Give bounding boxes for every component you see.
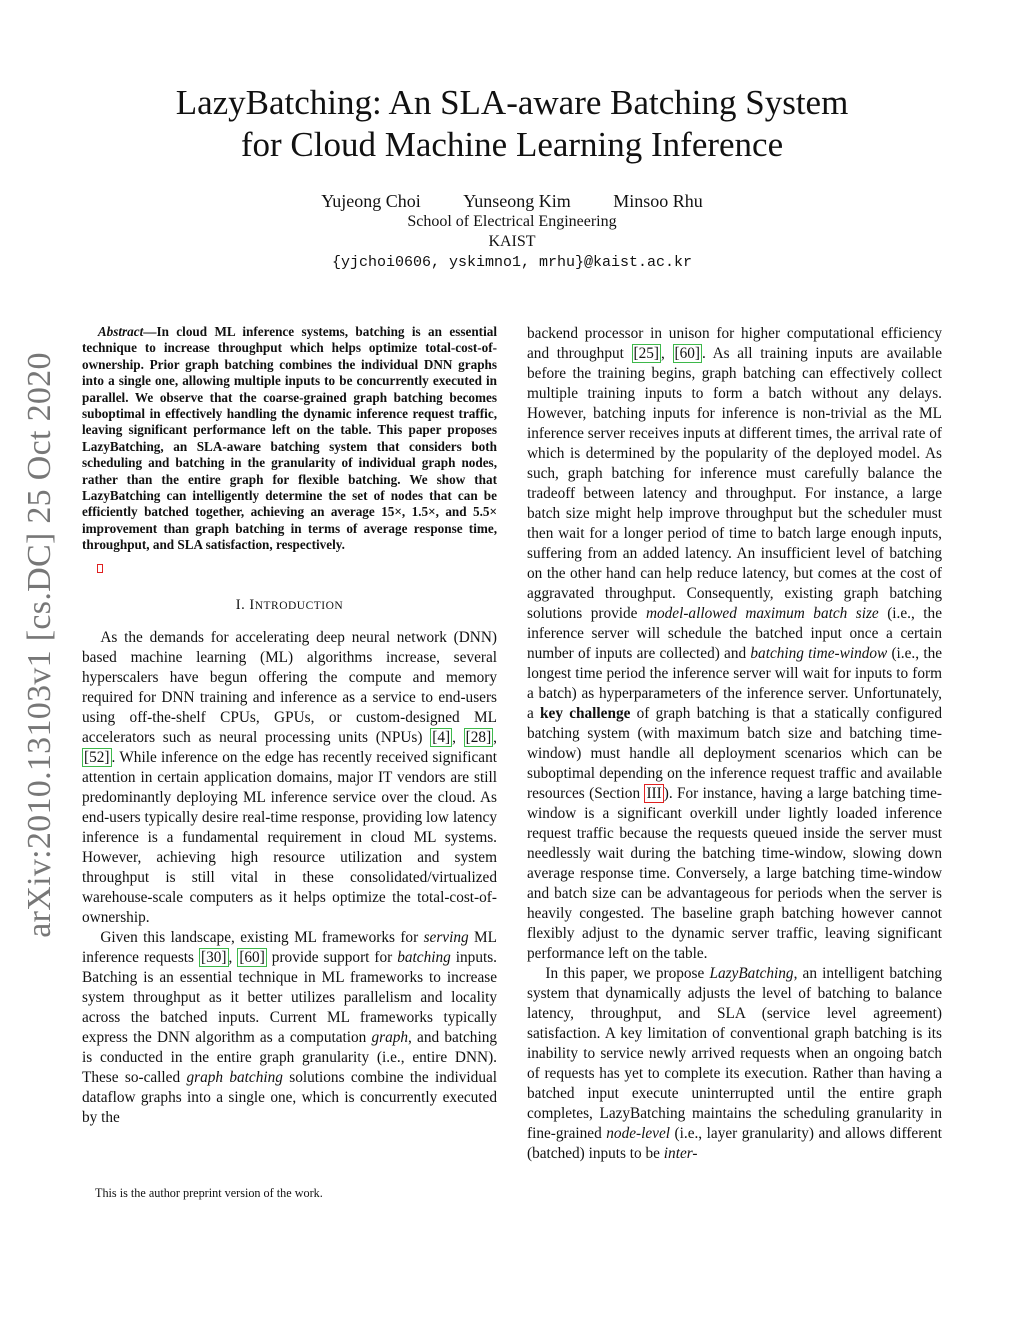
text-run: As the demands for accelerating deep neural network (DNN) based machine learning (ML) algorithms increase, several hyperscalers have begun offering the compute and memory required for DNN training and inference as a service to end-users using off-the-shelf CPUs, GPUs, or custom-designed ML accelerators such as neural processing units (NPUs)	[82, 628, 497, 746]
intro-paragraph-2: Given this landscape, existing ML frameworks for serving ML inference requests [30] , [60] provide support for batching inputs. Batching is an essential technique in ML frameworks to increase system throughput as it better utilizes parallelism and locality across the batched inputs. Current ML frameworks typically express the DNN algorithm as a computation graph, and batching is conducted in the entire graph granularity (i.e., entire DNN). These so-called graph batching solutions combine the individual dataflow graphs into a single one, which is concurrently executed by the	[82, 928, 498, 1126]
citation-link[interactable]: [28]	[465, 728, 492, 746]
author-name: Yunseong Kim	[463, 191, 571, 211]
citation-link[interactable]: [60]	[674, 345, 700, 362]
text-run: (i.e., layer granularity) and allows different (batched) inputs to be	[527, 1125, 942, 1162]
citation-link[interactable]: [52]	[84, 748, 110, 766]
author-name: Yujeong Choi	[321, 191, 421, 211]
title-line-2: for Cloud Machine Learning Inference	[240, 125, 784, 164]
section-link[interactable]: III	[646, 785, 662, 802]
abstract-text: —In cloud ML inference systems, batching is an essential technique to increase throughput which helps optimize total-cost-of-ownership. Prior graph batching combines the individual DNN graphs into a single one, allowing multiple inputs to be concurrently executed in parallel. We observe that the coarse-grained graph batching becomes suboptimal in effectively handling the dynamic inference request traffic, leaving significant performance left on the table. This paper proposes LazyBatching, an SLA-aware batching system that considers both scheduling and batching in the granularity of individual graph nodes, rather than the entire graph for flexible batching. We show that LazyBatching can intelligently determine the set of nodes that can be efficiently batched together, achieving an average 15×, 1.5×, and 5.5× improvement than graph batching in terms of average response time, throughput, and SLA satisfaction, respectively.	[82, 324, 497, 553]
paper-title	[90, 82, 934, 166]
section-title-initial: I	[249, 596, 255, 613]
text-run: In this paper, we propose	[545, 965, 710, 982]
text-run: , an intelligent batching system that dynamically adjusts the level of batching to balance latency, throughput, and SLA (service level agreement) satisfaction. A key limitation of conventional graph batching is its inability to service newly arrived requests when an ongoing batch of requests has yet to complete its execution. Rather than having a batched input execute uninterrupted until the entire graph completes, LazyBatching maintains the scheduling granularity in fine-grained	[527, 965, 942, 1142]
link-marker	[82, 554, 497, 579]
text-run: inputs. Batching is an essential technique in ML frameworks to increase system throughput as it better utilizes parallelism and locality across the batched inputs. Current ML frameworks typically express the DNN algorithm as a computation	[82, 948, 497, 1046]
section-title-rest: NTRODUCTION	[254, 599, 344, 612]
arxiv-sidebar	[10, 350, 70, 940]
italic-term: LazyBatching	[709, 965, 794, 982]
text-run: , and batching is conducted in the entire graph granularity (i.e., entire DNN). These so-called	[82, 1028, 498, 1086]
author-name: Minsoo Rhu	[613, 191, 703, 211]
abstract-label: Abstract	[97, 324, 144, 339]
intro-paragraph-1: As the demands for accelerating deep neural network (DNN) based machine learning (ML) algorithms increase, several hyperscalers have begun offering the compute and memory required for DNN training and inference as a service to end-users using off-the-shelf CPUs, GPUs, or custom-designed ML accelerators such as neural processing units (NPUs) [4] , [28] , [52] . While inference on the edge has recently received significant attention in certain application domains, major IT vendors are still predominantly deploying ML inference service over the cloud. As end-users typically desire real-time response, providing low latency inference is a fundamental requirement in cloud ML systems. However, achieving high resource utilization and system throughput is still vital in these consolidated/virtualized warehouse-scale computers as it helps optimize the total-cost-of-ownership.	[82, 628, 497, 926]
link-marker-box	[97, 564, 103, 573]
section-number: I.	[235, 596, 246, 613]
italic-term: node-level	[606, 1125, 670, 1142]
text-run: (i.e., the longest time period the inference server will wait for inputs to form a batch) as hyperparameters of the inference server. Unfortunately, a	[527, 645, 943, 722]
italic-term: batching	[397, 948, 451, 966]
body-paragraph-1: backend processor in unison for higher computational efficiency and throughput [25] , [60] . As all training inputs are available before the training begins, graph batching can effectively collect multiple training inputs to form a batch without any delays. However, batching inputs for inference is non-trivial as the ML inference server receives inputs at different times, the arrival rate of which is determined by the popularity of the deployed model. As such, graph batching for inference must carefully balance the tradeoff between latency and throughput. For instance, a large batch size might help improve throughput but the scheduler must then wait for a longer period of time to batch large enough inputs, suffering from an added latency. An insufficient level of batching on the other hand can help reduce latency, but comes at the cost of aggravated throughput. Consequently, existing graph batching solutions provide model-allowed maximum batch size (i.e., the inference server will schedule the batched input once a certain number of inputs are collected) and batching time-window (i.e., the longest time period the inference server will wait for inputs to form a batch) as hyperparameters of the inference server. Unfortunately, a key challenge of graph batching is that a statically configured batching system (with maximum batch size and batching time-window) must handle all deployment scenarios which can be suboptimal depending on the inference request traffic and available resources (Section III ). For instance, having a large batching time-window is a significant overkill under lightly loaded inference request traffic because the requests queued inside the server must needlessly wait during the batching time-window, slowing down average response time. Conversely, a large batching time-window and batch size can be advantageous for periods when the server is heavily congested. The baseline graph batching however cannot flexibly adjust to the dynamic server traffic, leaving significant performance left on the table.	[527, 325, 943, 962]
left-column	[82, 324, 497, 1128]
affiliation-institute: KAIST	[488, 233, 536, 250]
citation-link[interactable]: [60]	[239, 948, 265, 966]
italic-term: serving	[423, 928, 469, 946]
text-run: (i.e., the inference server will schedule the batched input once a certain number of inputs are collected) and	[527, 605, 942, 662]
text-run: provide support for	[266, 948, 398, 966]
text-run: . While inference on the edge has recently received significant attention in certain application domains, major IT vendors are still predominantly deploying ML inference service over the cloud. As end-users typically desire real-time response, providing low latency inference is a fundamental requirement in cloud ML systems. However, achieving high resource utilization and system throughput is still vital in these consolidated/virtualized warehouse-scale computers as it helps optimize the total-cost-of-ownership.	[82, 748, 497, 926]
author-emails: {yjchoi0606, yskimno1, mrhu}@kaist.ac.kr	[331, 254, 693, 271]
body-paragraph-2	[527, 964, 942, 1164]
citation-link[interactable]: [4]	[432, 728, 451, 746]
text-run: solutions combine the individual dataflow graphs into a single one, which is concurrently executed by the	[82, 1068, 498, 1126]
footnote: This is the author preprint version of the work.	[95, 1186, 323, 1200]
text-run: of graph batching is that a statically configured batching system (with maximum batch size and batching time-window) must handle all deployment scenarios which can be suboptimal depending on the inference request traffic and available resources (Section	[527, 705, 942, 802]
affiliation-school: School of Electrical Engineering	[407, 213, 617, 230]
text-run: . As all training inputs are available before the training begins, graph batching can effectively collect multiple training inputs to form a batch without any delays. However, batching inputs for inference is non-trivial as the ML inference server receives inputs at different times, the arrival rate of which is determined by the popularity of the deployed model. As such, graph batching for inference must carefully balance the tradeoff between latency and throughput. For instance, a large batch size might help improve throughput but the scheduler must then wait for a longer period of time to batch large enough inputs, suffering from an added latency. An insufficient level of batching on the other hand can help reduce latency, but comes at the cost of aggravated throughput. Consequently, existing graph batching solutions provide	[527, 345, 942, 622]
arxiv-identifier: arXiv:2010.13103v1 [cs.DC] 25 Oct 2020	[21, 352, 58, 938]
author-list	[0, 191, 1024, 212]
title-line-1: LazyBatching: An SLA-aware Batching System	[175, 83, 849, 122]
italic-term: graph	[371, 1028, 409, 1046]
bold-term: key challenge	[540, 705, 631, 722]
text-run: Given this landscape, existing ML frameworks for	[100, 928, 424, 946]
text-run: backend processor in unison for higher computational efficiency and throughput	[527, 325, 942, 362]
citation-link[interactable]: [30]	[201, 948, 227, 966]
text-run: ). For instance, having a large batching time-window is a significant overkill under lightly loaded inference request traffic because the requests queued inside the server must needlessly wait during the batching time-window, slowing down average response time. Conversely, a large batching time-window and batch size can be advantageous for periods when the server is heavily congested. The baseline graph batching however cannot flexibly adjust to the dynamic server traffic, leaving significant performance left on the table.	[527, 785, 942, 962]
abstract	[82, 324, 497, 554]
italic-term: batching time-window	[750, 645, 888, 662]
italic-term: inter-	[663, 1145, 698, 1162]
italic-term: model-allowed maximum batch size	[645, 605, 879, 622]
text-run: ML inference requests	[82, 928, 498, 966]
italic-term: graph batching	[186, 1068, 283, 1086]
citation-link[interactable]: [25]	[633, 345, 660, 362]
right-column	[527, 324, 942, 1164]
section-heading	[82, 595, 497, 616]
